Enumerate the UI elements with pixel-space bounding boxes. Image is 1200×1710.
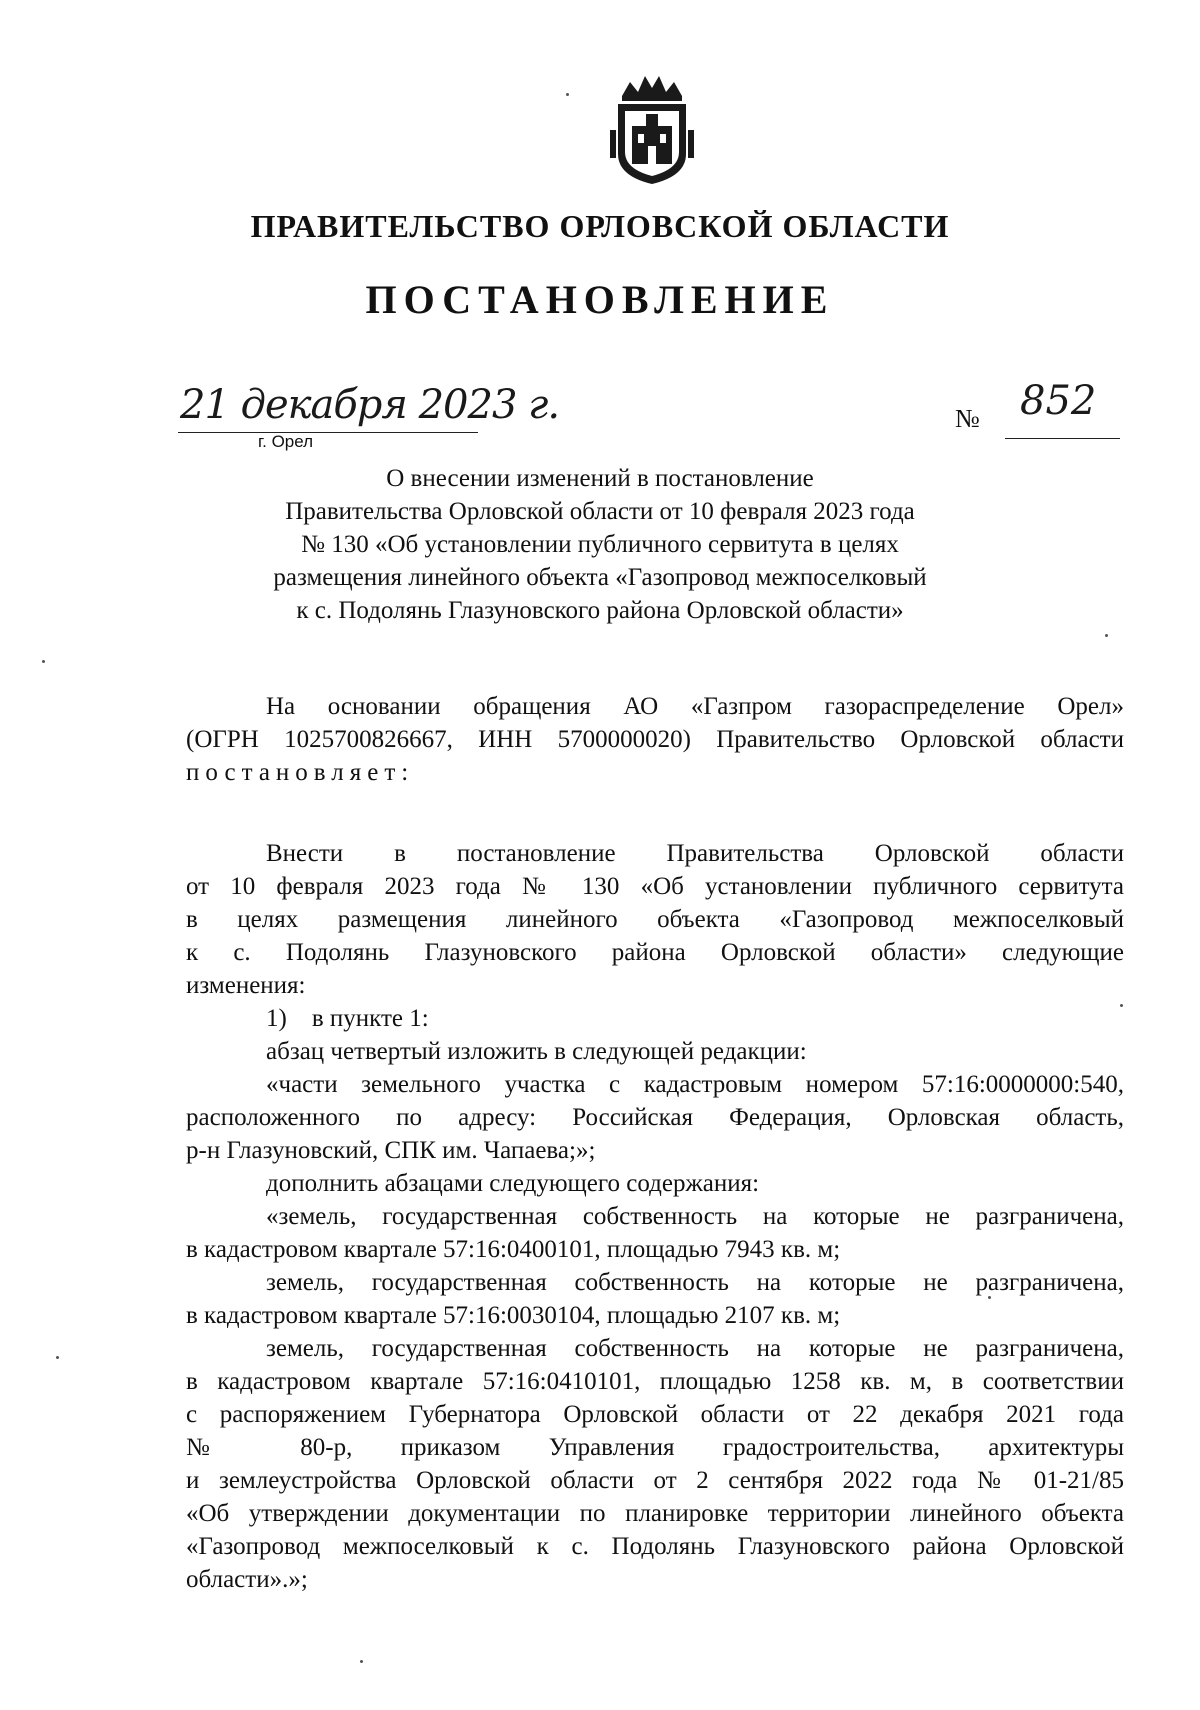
scan-speck xyxy=(42,660,45,663)
scan-speck xyxy=(566,93,569,96)
addition-3-line: и землеустройства Орловской области от 2 сентября 2022 года № 01-21/85 xyxy=(186,1467,1124,1494)
subject-line: к с. Подолянь Глазуновского района Орловской области» xyxy=(296,597,904,624)
addition-3-line: земель, государственная собственность на которые не разграничена, xyxy=(266,1335,1124,1362)
addition-3-line: в кадастровом квартале 57:16:0410101, площадью 1258 кв. м, в соответствии xyxy=(186,1368,1124,1395)
addition-3-line: области».»; xyxy=(186,1566,308,1593)
coat-of-arms-emblem xyxy=(608,70,696,188)
addition-3-line: с распоряжением Губернатора Орловской области от 22 декабря 2021 года xyxy=(186,1401,1124,1428)
item-1-heading: 1) в пункте 1: xyxy=(266,1005,429,1032)
addition-3-line: № 80-р, приказом Управления градостроительства, архитектуры xyxy=(186,1434,1124,1461)
addition-3-line: «Об утверждении документации по планировке территории линейного объекта xyxy=(186,1500,1124,1527)
preamble-line: постановляет: xyxy=(186,759,415,786)
subject-line: Правительства Орловской области от 10 февраля 2023 года xyxy=(285,498,915,525)
decree-line: Внести в постановление Правительства Орловской области xyxy=(266,840,1124,867)
decree-line: к с. Подолянь Глазуновского района Орловской области» следующие xyxy=(186,939,1124,966)
government-title: ПРАВИТЕЛЬСТВО ОРЛОВСКОЙ ОБЛАСТИ xyxy=(250,208,950,244)
paragraph-4-line: расположенного по адресу: Российская Федерация, Орловская область, xyxy=(186,1104,1124,1131)
addition-intro: дополнить абзацами следующего содержания: xyxy=(266,1170,760,1197)
addition-1-line: в кадастровом квартале 57:16:0400101, площадью 7943 кв. м; xyxy=(186,1236,841,1263)
document-body xyxy=(186,690,1124,1596)
handwritten-date: 21 декабря 2023 г. xyxy=(180,382,560,428)
addition-2-line: в кадастровом квартале 57:16:0030104, площадью 2107 кв. м; xyxy=(186,1302,841,1329)
document-subject xyxy=(200,462,1000,627)
subject-line: № 130 «Об установлении публичного сервитута в целях xyxy=(301,531,899,558)
addition-3-line: «Газопровод межпоселковый к с. Подолянь Глазуновского района Орловской xyxy=(186,1533,1124,1560)
document-type-title: ПОСТАНОВЛЕНИЕ xyxy=(365,277,835,322)
scan-speck xyxy=(988,1296,991,1299)
scan-speck xyxy=(1120,1004,1123,1007)
subject-line: размещения линейного объекта «Газопровод межпоселковый xyxy=(273,564,927,591)
decree-line: от 10 февраля 2023 года № 130 «Об установлении публичного сервитута xyxy=(186,873,1124,900)
handwritten-number: 852 xyxy=(1020,378,1097,424)
preamble-line: (ОГРН 1025700826667, ИНН 5700000020) Правительство Орловской области xyxy=(186,726,1124,753)
city-label: г. Орел xyxy=(258,432,314,451)
paragraph-4-intro: абзац четвертый изложить в следующей редакции: xyxy=(266,1038,807,1065)
preamble-line: На основании обращения АО «Газпром газораспределение Орел» xyxy=(266,693,1124,720)
subject-line: О внесении изменений в постановление xyxy=(386,465,814,492)
scan-speck xyxy=(1105,634,1108,637)
number-underline xyxy=(1005,438,1120,439)
paragraph-4-line: «части земельного участка с кадастровым номером 57:16:0000000:540, xyxy=(266,1071,1124,1098)
scan-speck xyxy=(360,1660,363,1663)
decree-line: изменения: xyxy=(186,972,306,999)
scan-speck xyxy=(56,1356,59,1359)
addition-2-line: земель, государственная собственность на которые не разграничена, xyxy=(266,1269,1124,1296)
addition-1-line: «земель, государственная собственность на которые не разграничена, xyxy=(266,1203,1124,1230)
decree-line: в целях размещения линейного объекта «Газопровод межпоселковый xyxy=(186,906,1124,933)
number-label: № xyxy=(955,404,980,433)
date-underline xyxy=(178,432,478,433)
paragraph-4-line: р-н Глазуновский, СПК им. Чапаева;»; xyxy=(186,1137,596,1164)
